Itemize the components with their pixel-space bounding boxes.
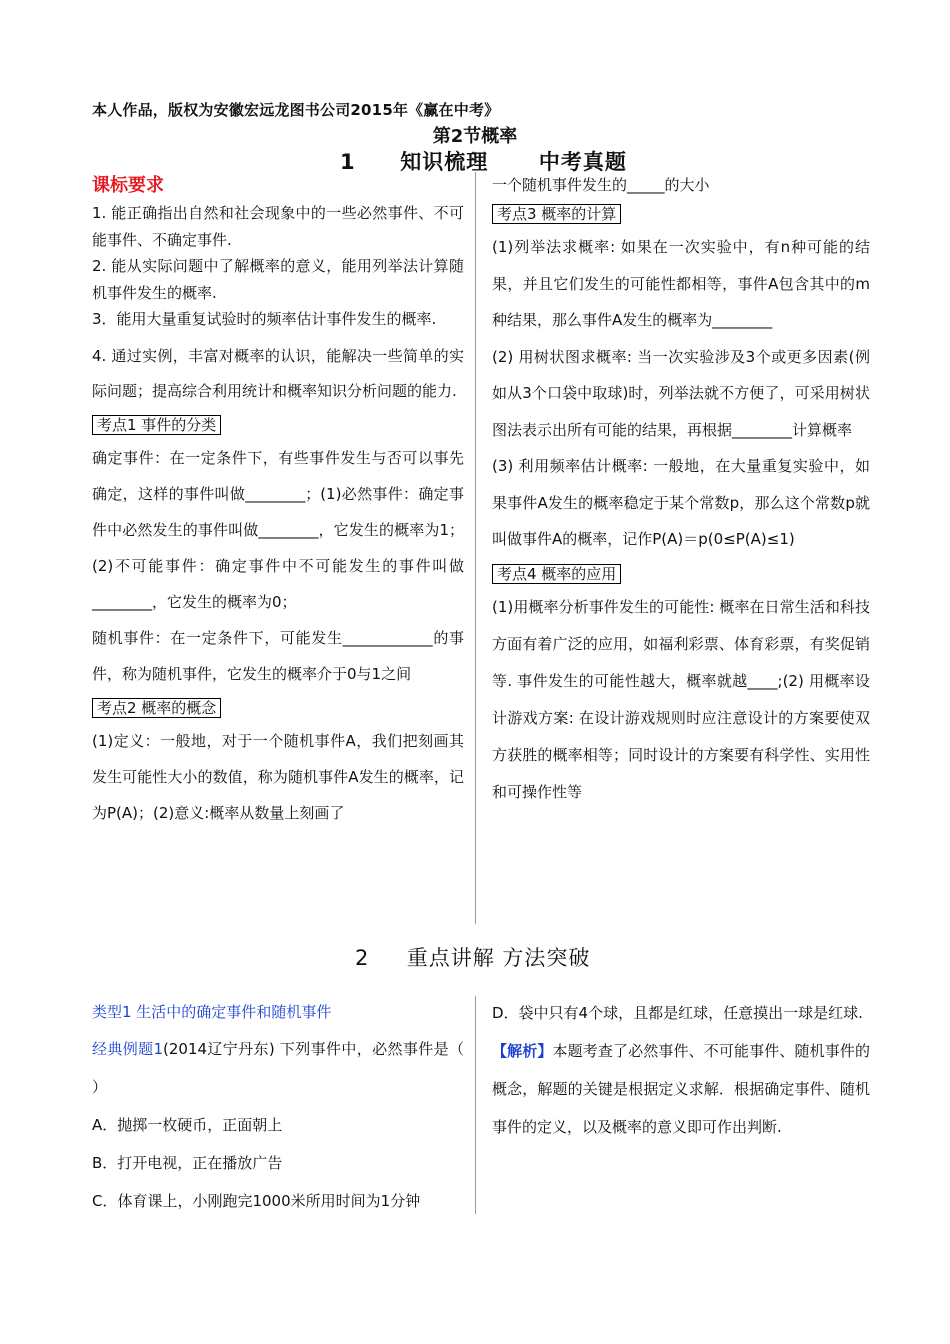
option-a: A．抛掷一枚硬币，正面朝上 (92, 1116, 283, 1134)
kaodian-1-text-2: 随机事件：在一定条件下，可能发生____________的事件，称为随机事件，它发生的概率介于0与1之间 (92, 628, 464, 683)
part2-title: 重点讲解 方法突破 (406, 946, 591, 970)
example-left (92, 994, 464, 1220)
kaodian-3-label: 考点3 概率的计算 (492, 204, 621, 224)
kaodian-3-text-2: (2) 用树状图求概率: 当一次实验涉及3个或更多因素(例如从3个口袋中取球)时，列举法就不方便了，可采用树状图法表示出所有可能的结果，再根据________计算概率 (492, 347, 870, 439)
kaodian-4-text: (1)用概率分析事件发生的可能性: 概率在日常生活和科技方面有着广泛的应用，如福利彩票、体育彩票，有奖促销等. 事件发生的可能性越大，概率就越____;(2) 用概率设计游戏方案: 在设计游戏规则时应注意设计的方案要使双方获胜的概率相等；同时设计的方案要有科学性、实用性和可操作性等 (492, 597, 870, 801)
kaodian-4-label: 考点4 概率的应用 (492, 564, 621, 584)
option-b: B．打开电视，正在播放广告 (92, 1154, 283, 1172)
example-question (92, 1030, 464, 1106)
question-text: (2014辽宁丹东) 下列事件中，必然事件是（ ） (92, 1040, 464, 1096)
option-c: C．体育课上，小刚跑完1000米所用时间为1分钟 (92, 1192, 421, 1210)
part1-title-b: 中考真题 (538, 150, 627, 174)
part2-number: 2 (355, 946, 370, 970)
section-title: 第2节概率 (432, 126, 518, 147)
type-label: 类型1 生活中的确定事件和随机事件 (92, 1003, 332, 1021)
analysis (492, 1032, 870, 1146)
part1-number: 1 (340, 150, 356, 174)
requirements-heading: 课标要求 (92, 175, 164, 196)
kaodian-2-text: (1)定义：一般地，对于一个随机事件A，我们把刻画其发生可能性大小的数值，称为随机事件A发生的概率，记为P(A)；(2)意义:概率从数量上刻画了 (92, 731, 464, 822)
right-column (492, 170, 870, 811)
column-divider-bottom (475, 996, 476, 1214)
part2-heading (355, 942, 590, 972)
kaodian-1-text-1: 确定事件：在一定条件下，有些事件发生与否可以事先确定，这样的事件叫做________；(1)必然事件：确定事件中必然发生的事件叫做________，它发生的概率为1；(2)不可能事件：确定事件中不可能发生的事件叫做________，它发生的概率为0； (92, 448, 464, 611)
kaodian-3-text-3: (3) 利用频率估计概率: 一般地，在大量重复实验中，如果事件A发生的概率稳定于某个常数p，那么这个常数p就叫做事件A的概率，记作P(A)＝p(0≤P(A)≤1) (492, 457, 870, 548)
header-copyright: 本人作品，版权为安徽宏远龙图书公司2015年《赢在中考》 (92, 101, 500, 119)
analysis-text: 本题考查了必然事件、不可能事件、随机事件的概念，解题的关键是根据定义求解．根据确定事件、随机事件的定义，以及概率的意义即可作出判断. (492, 1042, 870, 1136)
requirement-4: 4. 通过实例，丰富对概率的认识，能解决一些简单的实际问题；提高综合利用统计和概率知识分析问题的能力. (92, 346, 464, 400)
part1-title-a: 知识梳理 (400, 150, 489, 174)
requirement-1: 1. 能正确指出自然和社会现象中的一些必然事件、不可能事件、不确定事件. (92, 204, 464, 249)
requirement-2: 2. 能从实际问题中了解概率的意义，能用列举法计算随机事件发生的概率. (92, 257, 464, 302)
kaodian-3-text-1: (1)列举法求概率: 如果在一次实验中，有n种可能的结果，并且它们发生的可能性都相等，事件A包含其中的m种结果，那么事件A发生的概率为________ (492, 238, 870, 329)
option-d: D．袋中只有4个球，且都是红球，任意摸出一球是红球. (492, 1004, 863, 1022)
column-divider-top (475, 172, 476, 924)
example-right (492, 994, 870, 1146)
concept-continuation: 一个随机事件发生的_____的大小 (492, 176, 710, 194)
requirement-3: 3．能用大量重复试验时的频率估计事件发生的概率. (92, 310, 437, 328)
example-label: 经典例题1 (92, 1040, 164, 1058)
kaodian-1-label: 考点1 事件的分类 (92, 415, 221, 435)
kaodian-2-label: 考点2 概率的概念 (92, 698, 221, 718)
analysis-label: 【解析】 (492, 1042, 553, 1060)
left-column (92, 172, 464, 831)
